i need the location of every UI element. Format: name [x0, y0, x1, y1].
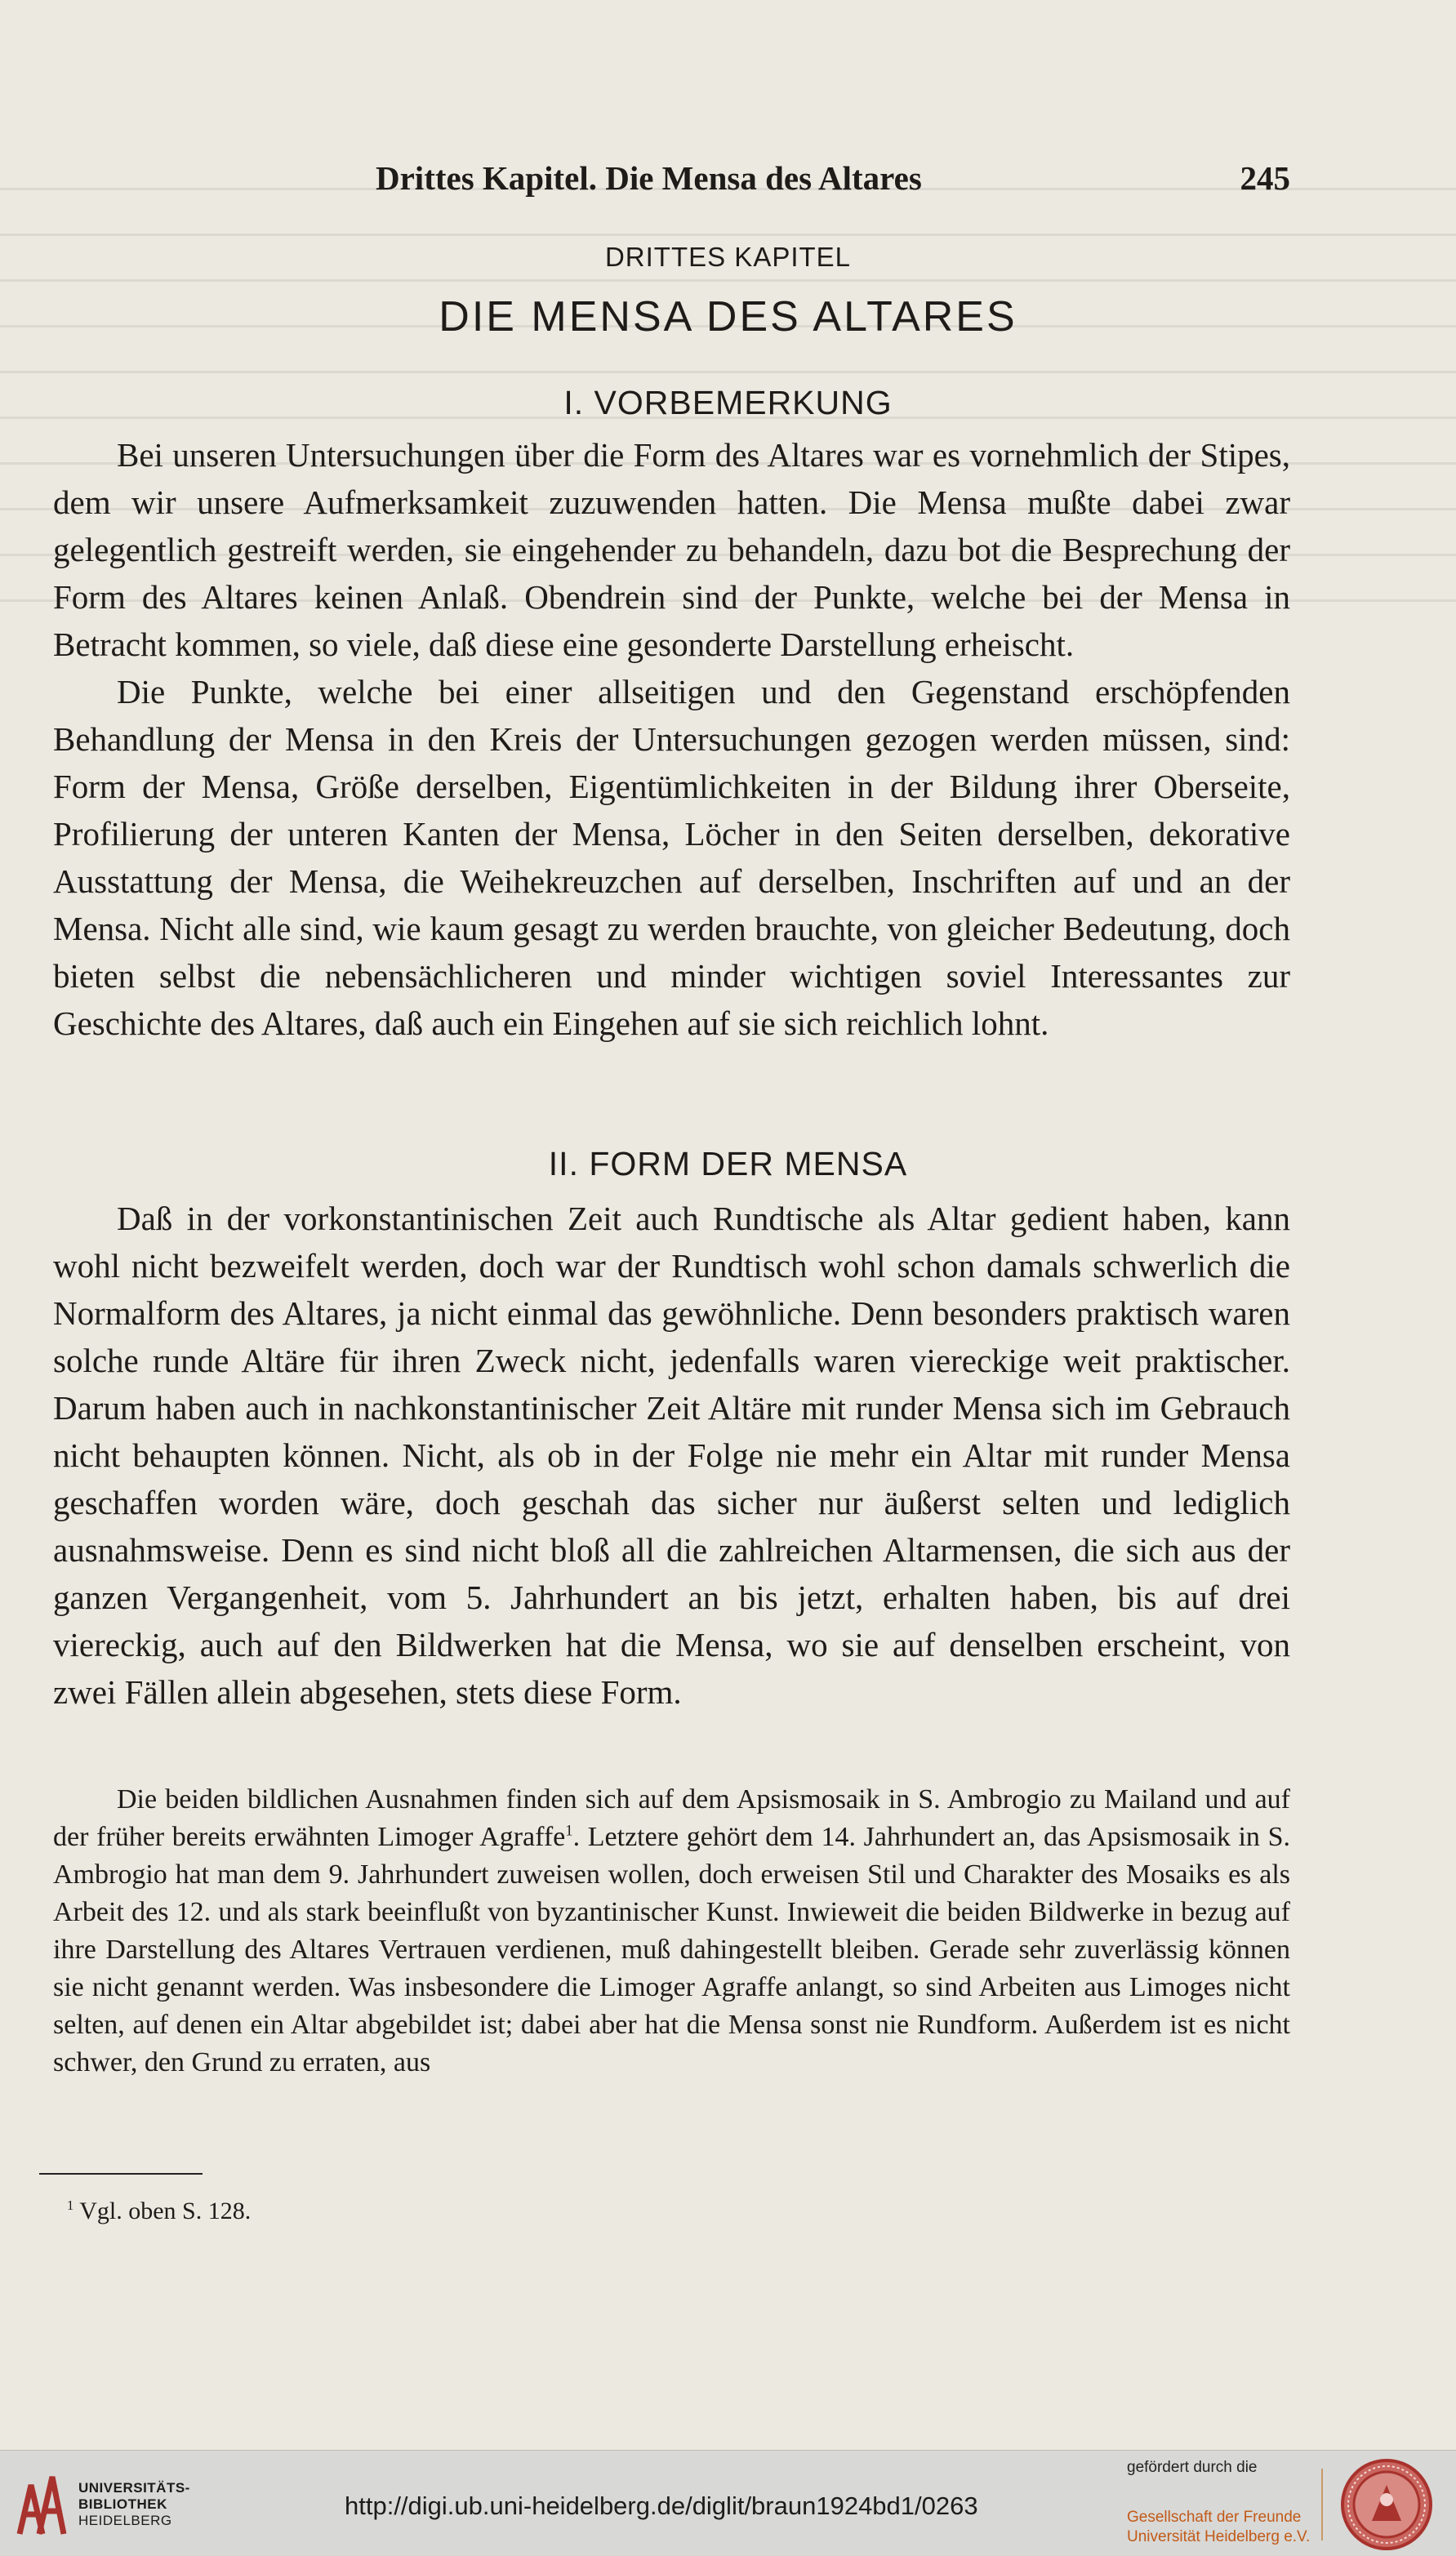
section-title-form-der-mensa: II. FORM DER MENSA	[548, 1145, 908, 1182]
sponsor-label: gefördert durch die	[1127, 2459, 1258, 2476]
university-library-name: UNIVERSITÄTS- BIBLIOTHEK HEIDELBERG	[78, 2480, 190, 2528]
footnote-marker: 1	[67, 2198, 74, 2213]
paragraph: Bei unseren Untersuchungen über die Form des Altares war es vornehmlich der Stipes, dem wir unsere Aufmerksamkeit zuzuwenden hatten. Die Mensa mußte dabei zwar gelegentlich gestreift werden, sie eingehender zu behandeln, dazu bot die Besprechung der Form des Altares keinen Anlaß. Obendrein sind der Punkte, welche bei der Mensa in Betracht kommen, so viele, daß diese eine gesonderte Darstellung erheischt.	[53, 436, 1290, 663]
footnote-divider	[39, 2173, 203, 2175]
sponsor-name: Gesellschaft der Freunde Universität Heidelberg e.V.	[1127, 2509, 1311, 2545]
chapter-title: DIE MENSA DES ALTARES	[439, 293, 1017, 341]
university-seal-icon	[1339, 2457, 1434, 2552]
section-body-vorbemerkung	[53, 431, 1290, 1047]
small-print-paragraph	[53, 1781, 1290, 2082]
sponsor-block	[1127, 2451, 1331, 2556]
footnote-reference[interactable]: 1	[565, 1822, 573, 1840]
running-head	[359, 154, 1290, 203]
footnote-text: Vgl. oben S. 128.	[79, 2198, 252, 2224]
paragraph: Die Punkte, welche bei einer allseitigen und den Gegenstand erschöpfenden Behandlung der Mensa in den Kreis der Untersuchungen gezogen werden müssen, sind: Form der Mensa, Größe derselben, Eigentümlichkeiten in der Bildung ihrer Oberseite, Profilierung der unteren Kanten der Mensa, Löcher in den Seiten derselben, dekorative Ausstattung der Mensa, die Weihekreuzchen auf derselben, Inschriften auf und an der Mensa. Nicht alle sind, wie kaum gesagt zu werden brauchte, von gleicher Bedeutung, doch bieten selbst die nebensächlicheren und minder wichtigen soviel Interessantes zur Geschichte des Altares, daß auch ein Eingehen auf sie sich reichlich lohnt.	[53, 673, 1290, 1042]
chapter-label: DRITTES KAPITEL	[604, 242, 852, 272]
page-number: 245	[1240, 159, 1290, 197]
digitization-banner	[0, 2450, 1456, 2556]
running-head-title: Drittes Kapitel. Die Mensa des Altares	[376, 159, 922, 197]
sponsor-divider	[1321, 2469, 1323, 2540]
small-paragraph-text: Die beiden bildlichen Ausnahmen finden sich auf dem Apsismosaik in S. Ambrogio zu Mailand und auf der früher bereits erwähnten Limoger Agraffe	[53, 1784, 1290, 1852]
university-library-logo-icon	[15, 2460, 69, 2545]
small-paragraph-text: . Letztere gehört dem 14. Jahrhundert an, das Apsismosaik in S. Ambrogio hat man dem 9. Jahrhundert zuweisen wollen, doch erweisen Stil und Charakter des Mosaiks es als Arbeit des 12. und als stark beeinflußt von byzantinischer Kunst. Inwieweit die beiden Bildwerke in bezug auf ihre Darstellung des Altares Vertrauen verdienen, muß dahingestellt bleiben. Gerade sehr zuverlässig können sie nicht genannt werden. Was insbesondere die Limoger Agraffe anlangt, so sind Arbeiten aus Limoges nicht selten, auf denen ein Altar abgebildet ist; dabei aber hat die Mensa sonst nie Rundform. Außerdem ist es nicht schwer, den Grund zu erraten, aus	[53, 1822, 1290, 2077]
section-title-vorbemerkung: I. VORBEMERKUNG	[563, 384, 893, 421]
section-body-form-der-mensa	[53, 1195, 1290, 1716]
footnote	[67, 2198, 251, 2225]
paragraph: Daß in der vorkonstantinischen Zeit auch Rundtische als Altar gedient haben, kann wohl nicht bezweifelt werden, doch war der Rundtisch wohl schon damals schwerlich die Normalform des Altares, ja nicht einmal das gewöhnliche. Denn besonders praktisch waren solche runde Altäre für ihren Zweck nicht, jedenfalls waren viereckige weit praktischer. Darum haben auch in nachkonstantinischer Zeit Altäre mit runder Mensa sich im Gebrauch nicht behaupten können. Nicht, als ob in der Folge nie mehr ein Altar mit runder Mensa geschaffen worden wäre, doch geschah das sicher nur äußerst selten und lediglich ausnahmsweise. Denn es sind nicht bloß all die zahlreichen Altarmensen, die sich aus der ganzen Vergangenheit, vom 5. Jahrhundert an bis jetzt, erhalten haben, bis auf drei viereckig, auch auf den Bildwerken hat die Mensa, wo sie auf denselben erscheint, von zwei Fällen allein abgesehen, stets diese Form.	[53, 1200, 1290, 1711]
source-url-link[interactable]: http://digi.ub.uni-heidelberg.de/diglit/braun1924bd1/0263	[345, 2491, 978, 2520]
